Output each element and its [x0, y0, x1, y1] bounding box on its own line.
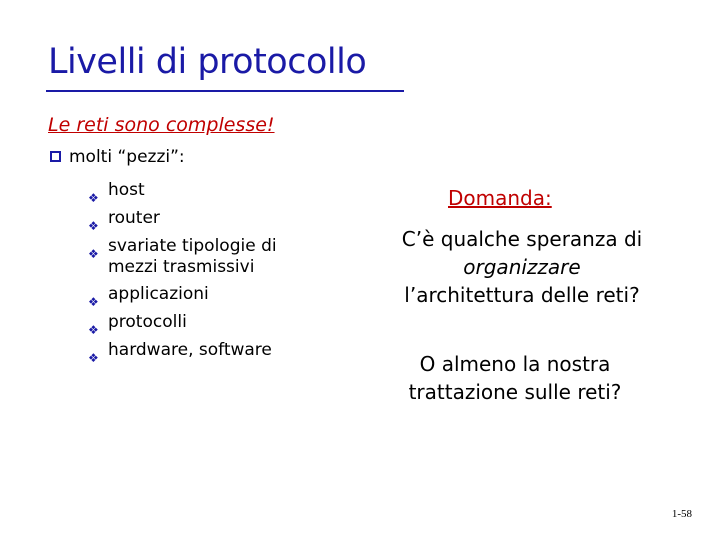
list-item	[88, 308, 277, 336]
list-item-text: router	[108, 208, 160, 228]
list-item-text: protocolli	[108, 312, 187, 332]
followup-line: O almeno la nostra	[419, 352, 611, 376]
diamond-bullet-icon: ❖	[88, 191, 99, 205]
question-line: organizzare	[463, 255, 581, 279]
slide-title: Livelli di protocollo	[48, 42, 367, 82]
question-text	[372, 225, 672, 309]
diamond-bullet-icon: ❖	[88, 323, 99, 337]
question-line: l’architettura delle reti?	[404, 283, 640, 307]
diamond-bullet-icon: ❖	[88, 351, 99, 365]
question-line: C’è qualche speranza di	[401, 227, 643, 251]
main-bullet	[50, 147, 185, 167]
list-item	[88, 336, 277, 364]
list-item-text: host	[108, 180, 145, 200]
slide-subtitle: Le reti sono complesse!	[48, 114, 275, 136]
followup-line: trattazione sulle reti?	[408, 380, 622, 404]
list-item	[88, 204, 277, 232]
question-label: Domanda:	[448, 186, 552, 210]
list-item-text-cont: mezzi trasmissivi	[108, 257, 255, 277]
followup-text	[380, 350, 650, 406]
list-item-text: applicazioni	[108, 284, 209, 304]
square-bullet-icon	[50, 151, 61, 162]
sub-bullet-list	[88, 176, 277, 364]
list-item	[88, 232, 277, 280]
diamond-bullet-icon: ❖	[88, 295, 99, 309]
diamond-bullet-icon: ❖	[88, 247, 99, 261]
title-underline	[46, 90, 404, 92]
page-number: 1-58	[671, 508, 692, 520]
diamond-bullet-icon: ❖	[88, 219, 99, 233]
list-item-text: hardware, software	[108, 340, 272, 360]
list-item	[88, 280, 277, 308]
list-item	[88, 176, 277, 204]
main-bullet-text: molti “pezzi”:	[69, 147, 185, 167]
list-item-text: svariate tipologie di	[108, 236, 277, 256]
